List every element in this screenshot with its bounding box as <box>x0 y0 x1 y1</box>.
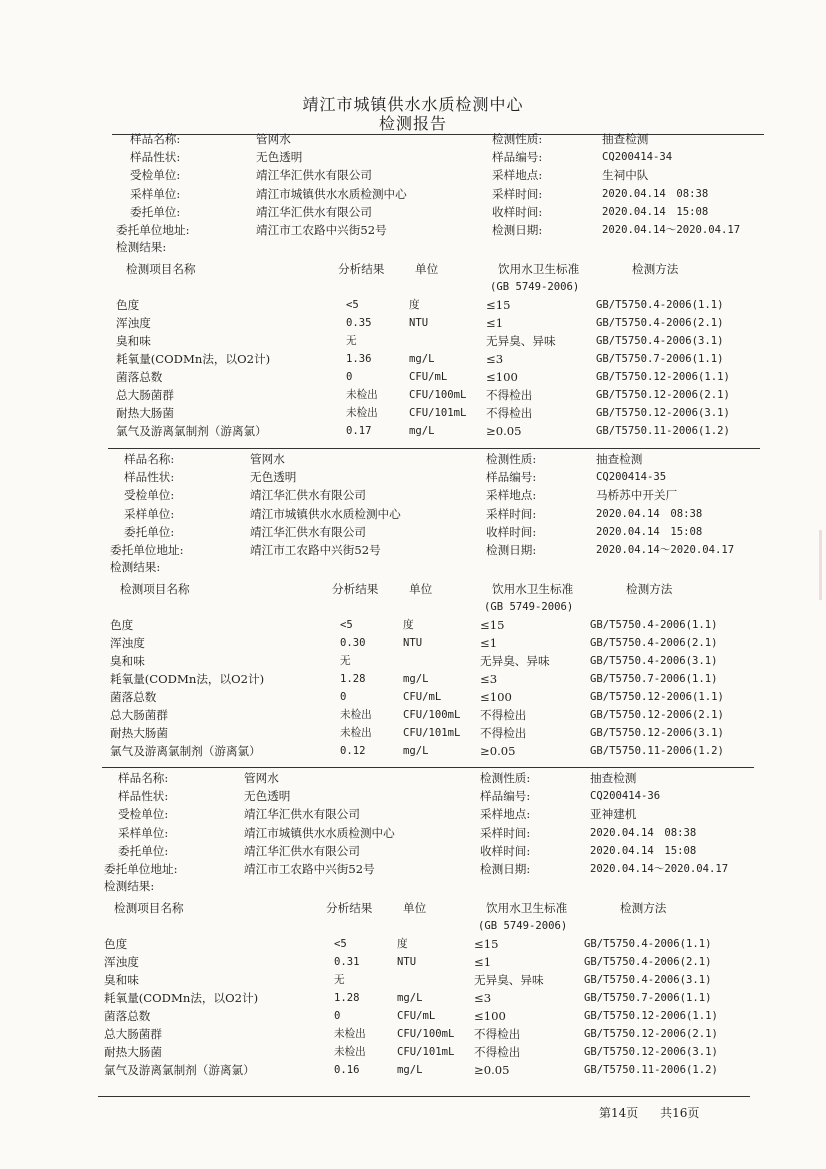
item-result: 0.17 <box>346 425 372 438</box>
sample-name-label: 样品名称: <box>130 132 181 146</box>
item-result: 0 <box>334 1010 341 1023</box>
item-standard: 不得检出 <box>486 388 533 403</box>
test-date-label: 检测日期: <box>492 223 543 237</box>
inspection-type-value: 抽查检测 <box>596 452 643 466</box>
page-number: 第14页 <box>599 1106 639 1120</box>
divider-1 <box>108 448 760 449</box>
sample-number-label: 样品编号: <box>492 150 543 165</box>
inspection-type-label: 检测性质: <box>492 132 543 146</box>
results-heading: 检测结果: <box>110 560 161 575</box>
item-name: 浑浊度 <box>110 636 145 651</box>
item-standard: ≥0.05 <box>486 424 522 439</box>
item-method: GB/T5750.4-2006(3.1) <box>584 974 712 987</box>
item-result: 0.12 <box>340 745 366 758</box>
results-heading: 检测结果: <box>116 240 167 255</box>
page-total: 共16页 <box>660 1106 700 1120</box>
test-date-value: 2020.04.14～2020.04.17 <box>602 224 741 236</box>
item-name: 耗氧量(CODMn法，以O2计) <box>104 991 259 1006</box>
sample-state-label: 样品性状: <box>130 150 181 165</box>
item-method: GB/T5750.12-2006(2.1) <box>590 709 724 722</box>
sampling-time-value: 2020.04.14 08:38 <box>596 507 703 520</box>
item-name: 耗氧量(CODMn法，以O2计) <box>116 352 271 367</box>
item-name: 总大肠菌群 <box>116 388 174 403</box>
client-unit-value: 靖江华汇供水有限公司 <box>256 204 372 219</box>
item-name: 耐热大肠菌 <box>104 1045 162 1060</box>
col-header-unit: 单位 <box>415 262 439 277</box>
item-standard: ≤3 <box>474 991 492 1006</box>
sampling-unit-value: 靖江市城镇供水水质检测中心 <box>256 186 407 201</box>
bottom-rule <box>98 1096 750 1097</box>
item-standard: 不得检出 <box>474 1027 521 1042</box>
lab-title: 靖江市城镇供水水质检测中心 <box>302 95 524 114</box>
inspected-unit-value: 靖江华汇供水有限公司 <box>250 488 366 503</box>
sample-name-label: 样品名称: <box>118 771 169 785</box>
inspection-type-label: 检测性质: <box>480 771 531 785</box>
receiving-time-value: 2020.04.14 15:08 <box>596 525 703 538</box>
item-result: 1.28 <box>340 673 366 686</box>
sampling-site-label: 采样地点: <box>492 168 543 183</box>
item-standard: ≤100 <box>480 690 512 705</box>
item-name: 耗氧量(CODMn法，以O2计) <box>110 672 265 687</box>
item-unit: NTU <box>397 956 417 969</box>
item-name: 耐热大肠菌 <box>116 406 174 421</box>
item-unit: CFU/101mL <box>409 407 467 420</box>
item-method: GB/T5750.4-2006(2.1) <box>590 637 718 650</box>
item-standard: 不得检出 <box>486 406 533 421</box>
sampling-time-label: 采样时间: <box>486 506 537 521</box>
item-standard: ≤1 <box>486 316 504 331</box>
item-method: GB/T5750.12-2006(1.1) <box>590 691 724 704</box>
item-unit: 度 <box>403 619 414 632</box>
inspected-unit-value: 靖江华汇供水有限公司 <box>256 168 372 183</box>
divider-2 <box>102 767 754 768</box>
item-result: 无 <box>346 335 357 348</box>
item-standard: 无异臭、异味 <box>480 654 550 669</box>
sample-name-value: 管网水 <box>250 452 285 466</box>
top-rule <box>112 134 764 135</box>
item-unit: CFU/mL <box>397 1010 436 1023</box>
item-unit: 度 <box>409 299 420 312</box>
item-result: <5 <box>340 619 353 632</box>
sample-state-value: 无色透明 <box>250 470 297 485</box>
col-header-standard-code: (GB 5749-2006) <box>478 920 568 933</box>
item-standard: ≤3 <box>480 672 498 687</box>
item-name: 氯气及游离氯制剂（游离氯） <box>104 1063 255 1078</box>
item-standard: ≥0.05 <box>474 1063 510 1078</box>
inspection-type-value: 抽查检测 <box>590 771 637 785</box>
sample-state-label: 样品性状: <box>118 789 169 804</box>
sample-state-value: 无色透明 <box>256 150 303 165</box>
col-header-result: 分析结果 <box>326 901 373 916</box>
test-date-value: 2020.04.14～2020.04.17 <box>590 863 729 875</box>
item-result: 无 <box>340 655 351 668</box>
receiving-time-value: 2020.04.14 15:08 <box>590 844 697 857</box>
item-unit: CFU/mL <box>403 691 442 704</box>
client-address-value: 靖江市工农路中兴街52号 <box>244 862 375 876</box>
item-unit: mg/L <box>397 992 423 1005</box>
item-method: GB/T5750.12-2006(3.1) <box>590 727 724 740</box>
receiving-time-label: 收样时间: <box>486 524 537 539</box>
sampling-unit-value: 靖江市城镇供水水质检测中心 <box>244 825 395 840</box>
item-standard: ≤15 <box>486 298 511 313</box>
item-name: 总大肠菌群 <box>110 708 168 723</box>
item-method: GB/T5750.12-2006(1.1) <box>596 371 730 384</box>
item-unit: mg/L <box>409 425 435 438</box>
item-unit: mg/L <box>397 1064 423 1077</box>
item-result: <5 <box>334 938 347 951</box>
sample-number-value: CQ200414-36 <box>590 790 661 803</box>
item-method: GB/T5750.4-2006(1.1) <box>590 619 718 632</box>
receiving-time-value: 2020.04.14 15:08 <box>602 205 709 218</box>
client-address-label: 委托单位地址: <box>116 223 190 237</box>
sample-number-label: 样品编号: <box>486 470 537 485</box>
item-result: 1.28 <box>334 992 360 1005</box>
sampling-site-label: 采样地点: <box>480 807 531 822</box>
sampling-site-value: 马桥苏中开关厂 <box>596 488 678 503</box>
client-address-label: 委托单位地址: <box>110 543 184 557</box>
sampling-time-value: 2020.04.14 08:38 <box>590 826 697 839</box>
col-header-item: 检测项目名称 <box>114 901 184 916</box>
item-result: 1.36 <box>346 353 372 366</box>
item-method: GB/T5750.11-2006(1.2) <box>596 425 730 438</box>
item-unit: CFU/mL <box>409 371 448 384</box>
client-unit-value: 靖江华汇供水有限公司 <box>244 843 360 858</box>
item-unit: NTU <box>409 317 429 330</box>
inspected-unit-label: 受检单位: <box>124 488 175 503</box>
item-method: GB/T5750.11-2006(1.2) <box>584 1064 718 1077</box>
sample-number-value: CQ200414-35 <box>596 471 667 484</box>
item-name: 菌落总数 <box>116 370 163 385</box>
inspected-unit-label: 受检单位: <box>118 807 169 822</box>
item-name: 菌落总数 <box>110 690 157 705</box>
test-date-label: 检测日期: <box>486 543 537 557</box>
sampling-site-label: 采样地点: <box>486 488 537 503</box>
receiving-time-label: 收样时间: <box>480 843 531 858</box>
client-unit-label: 委托单位: <box>124 524 175 539</box>
item-standard: 无异臭、异味 <box>486 334 556 349</box>
col-header-unit: 单位 <box>409 582 433 597</box>
sample-state-value: 无色透明 <box>244 789 291 804</box>
client-unit-label: 委托单位: <box>118 843 169 858</box>
item-method: GB/T5750.4-2006(1.1) <box>596 299 724 312</box>
col-header-standard: 饮用水卫生标准 <box>492 582 574 597</box>
col-header-item: 检测项目名称 <box>126 262 196 277</box>
sampling-unit-value: 靖江市城镇供水水质检测中心 <box>250 506 401 521</box>
item-method: GB/T5750.12-2006(2.1) <box>584 1028 718 1041</box>
item-name: 色度 <box>116 298 140 313</box>
item-method: GB/T5750.12-2006(3.1) <box>584 1046 718 1059</box>
sample-name-value: 管网水 <box>256 132 291 146</box>
sample-name-label: 样品名称: <box>124 452 175 466</box>
item-result: 0.16 <box>334 1064 360 1077</box>
client-unit-value: 靖江华汇供水有限公司 <box>250 524 366 539</box>
item-name: 氯气及游离氯制剂（游离氯） <box>116 424 267 439</box>
col-header-method: 检测方法 <box>626 582 673 597</box>
sampling-time-value: 2020.04.14 08:38 <box>602 187 709 200</box>
item-result: 0 <box>340 691 347 704</box>
item-unit: CFU/100mL <box>409 389 467 402</box>
sample-number-label: 样品编号: <box>480 789 531 804</box>
inspected-unit-label: 受检单位: <box>130 168 181 183</box>
item-method: GB/T5750.4-2006(3.1) <box>596 335 724 348</box>
item-result: 0 <box>346 371 353 384</box>
item-name: 氯气及游离氯制剂（游离氯） <box>110 744 261 759</box>
item-standard: 不得检出 <box>480 726 527 741</box>
item-standard: ≤100 <box>474 1009 506 1024</box>
item-method: GB/T5750.4-2006(3.1) <box>590 655 718 668</box>
item-name: 臭和味 <box>110 654 145 669</box>
item-result: 未检出 <box>346 407 378 420</box>
item-unit: CFU/101mL <box>403 727 461 740</box>
item-name: 浑浊度 <box>116 316 151 331</box>
page-footer <box>599 1104 717 1121</box>
col-header-standard-code: (GB 5749-2006) <box>490 281 580 294</box>
item-method: GB/T5750.7-2006(1.1) <box>596 353 724 366</box>
item-unit: mg/L <box>403 673 429 686</box>
sampling-time-label: 采样时间: <box>480 825 531 840</box>
col-header-unit: 单位 <box>403 901 427 916</box>
item-result: 0.31 <box>334 956 360 969</box>
client-address-value: 靖江市工农路中兴街52号 <box>256 223 387 237</box>
item-standard: ≤100 <box>486 370 518 385</box>
sampling-unit-label: 采样单位: <box>130 186 181 201</box>
item-result: 0.35 <box>346 317 372 330</box>
client-address-label: 委托单位地址: <box>104 862 178 876</box>
sampling-site-value: 亚神建机 <box>590 807 637 822</box>
item-name: 色度 <box>104 937 128 952</box>
item-unit: CFU/100mL <box>403 709 461 722</box>
report-title: 检测报告 <box>378 114 447 133</box>
item-result: 未检出 <box>340 709 372 722</box>
item-name: 色度 <box>110 618 134 633</box>
item-standard: 无异臭、异味 <box>474 973 544 988</box>
col-header-standard-code: (GB 5749-2006) <box>484 601 574 614</box>
item-result: 未检出 <box>346 389 378 402</box>
item-unit: 度 <box>397 938 408 951</box>
item-method: GB/T5750.12-2006(1.1) <box>584 1010 718 1023</box>
item-result: 未检出 <box>334 1046 366 1059</box>
inspection-type-value: 抽查检测 <box>602 132 649 146</box>
sampling-time-label: 采样时间: <box>492 186 543 201</box>
item-unit: mg/L <box>409 353 435 366</box>
item-unit: CFU/101mL <box>397 1046 455 1059</box>
test-date-value: 2020.04.14～2020.04.17 <box>596 544 735 556</box>
col-header-standard: 饮用水卫生标准 <box>486 901 568 916</box>
item-standard: ≤1 <box>474 955 492 970</box>
col-header-method: 检测方法 <box>632 262 679 277</box>
item-result: 未检出 <box>334 1028 366 1041</box>
item-name: 臭和味 <box>116 334 151 349</box>
item-result: 无 <box>334 974 345 987</box>
item-name: 臭和味 <box>104 973 139 988</box>
item-method: GB/T5750.4-2006(1.1) <box>584 938 712 951</box>
sampling-unit-label: 采样单位: <box>118 825 169 840</box>
item-standard: 不得检出 <box>480 708 527 723</box>
client-unit-label: 委托单位: <box>130 204 181 219</box>
item-unit: mg/L <box>403 745 429 758</box>
sampling-unit-label: 采样单位: <box>124 506 175 521</box>
item-method: GB/T5750.4-2006(2.1) <box>596 317 724 330</box>
item-standard: ≤15 <box>480 618 505 633</box>
col-header-result: 分析结果 <box>338 262 385 277</box>
item-method: GB/T5750.7-2006(1.1) <box>590 673 718 686</box>
sample-state-label: 样品性状: <box>124 470 175 485</box>
inspected-unit-value: 靖江华汇供水有限公司 <box>244 807 360 822</box>
item-method: GB/T5750.12-2006(3.1) <box>596 407 730 420</box>
col-header-item: 检测项目名称 <box>120 582 190 597</box>
col-header-result: 分析结果 <box>332 582 379 597</box>
item-result: 0.30 <box>340 637 366 650</box>
item-method: GB/T5750.12-2006(2.1) <box>596 389 730 402</box>
item-method: GB/T5750.11-2006(1.2) <box>590 745 724 758</box>
item-method: GB/T5750.7-2006(1.1) <box>584 992 712 1005</box>
col-header-standard: 饮用水卫生标准 <box>498 262 580 277</box>
item-standard: ≤3 <box>486 352 504 367</box>
item-method: GB/T5750.4-2006(2.1) <box>584 956 712 969</box>
item-unit: NTU <box>403 637 423 650</box>
sample-number-value: CQ200414-34 <box>602 151 673 164</box>
seal-edge <box>801 530 822 600</box>
sampling-site-value: 生祠中队 <box>602 168 649 183</box>
item-result: 未检出 <box>340 727 372 740</box>
col-header-method: 检测方法 <box>620 901 667 916</box>
inspection-type-label: 检测性质: <box>486 452 537 466</box>
item-standard: ≥0.05 <box>480 744 516 759</box>
item-standard: ≤1 <box>480 636 498 651</box>
item-name: 总大肠菌群 <box>104 1027 162 1042</box>
client-address-value: 靖江市工农路中兴街52号 <box>250 543 381 557</box>
item-name: 浑浊度 <box>104 955 139 970</box>
item-unit: CFU/100mL <box>397 1028 455 1041</box>
item-standard: 不得检出 <box>474 1045 521 1060</box>
sample-name-value: 管网水 <box>244 771 279 785</box>
test-date-label: 检测日期: <box>480 862 531 876</box>
receiving-time-label: 收样时间: <box>492 204 543 219</box>
item-name: 耐热大肠菌 <box>110 726 168 741</box>
item-name: 菌落总数 <box>104 1009 151 1024</box>
item-result: <5 <box>346 299 359 312</box>
results-heading: 检测结果: <box>104 879 155 894</box>
item-standard: ≤15 <box>474 937 499 952</box>
